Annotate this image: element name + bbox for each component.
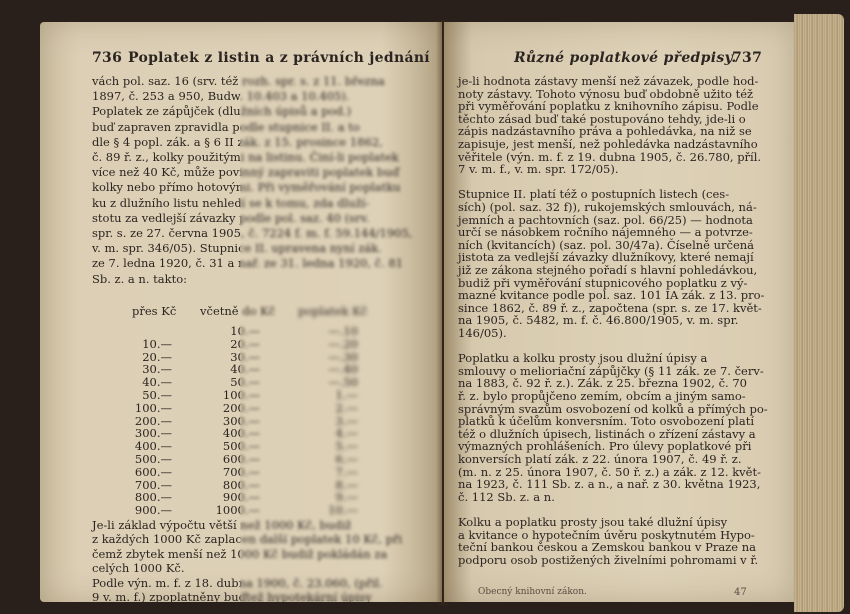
- text-line: platků k účelům konversním. Toto osvobození platí: [458, 414, 755, 429]
- text-line: Je-li základ výpočtu větší než 1000 Kč, budiž: [92, 518, 352, 532]
- table-cell: 10.—: [142, 336, 172, 351]
- table-cell: 200.—: [134, 413, 172, 428]
- page-edges: [794, 14, 844, 612]
- text-line: 146/05).: [458, 326, 507, 340]
- left-running-head: Poplatek z listin a z právních jednání: [128, 50, 430, 66]
- table-cell: 50.—: [142, 388, 172, 402]
- table-cell: 200.—: [222, 400, 260, 415]
- table-cell: —.40: [328, 362, 358, 377]
- table-cell: 500.—: [134, 452, 172, 466]
- text-line: při vyměřování poplatku z knihovního zápisu. Podle: [458, 99, 759, 114]
- text-line: č. 89 ř. z., kolky použitými na listinu. Činí-li poplatek: [92, 150, 399, 164]
- table-cell: —.50: [328, 375, 358, 390]
- table-cell: 6.—: [335, 452, 358, 466]
- text-line: teční bankou českou a Zemskou bankou v Praze na: [458, 540, 756, 555]
- text-line: Stupnice II. platí též o postupních listech (ces-: [458, 187, 730, 202]
- table-cell: 30.—: [230, 349, 260, 364]
- footer-signature: Obecný knihovní zákon.: [478, 587, 587, 597]
- text-line: Kolku a poplatku prosty jsou také dlužní úpisy: [458, 515, 728, 529]
- text-line: Sb. z. a n. takto:: [92, 271, 188, 286]
- table-cell: 500.—: [222, 439, 260, 454]
- text-line: spr. s. ze 27. června 1905, č. 7224 f. m. f. 59.144/1905,: [92, 226, 413, 240]
- text-line: výmazných prohlášeních. Pro úlevy poplatkové při: [458, 439, 752, 454]
- text-line: 9 v. m. f.) zpoplatněny buďtež hypotekární úpisy: [92, 590, 372, 602]
- text-line: ř. z. bylo propůjčeno zemím, obcím a jiným samo-: [458, 389, 746, 403]
- table-cell: 100.—: [222, 388, 260, 402]
- table-cell: 300.—: [134, 426, 172, 441]
- text-line: určí se násobkem ročního nájemného — a potvrze-: [458, 225, 753, 240]
- text-line: zapisuje, jest menší, než pohledávka nadzástavního: [458, 137, 758, 151]
- table-cell: 900.—: [134, 503, 172, 518]
- text-line: na 1883, č. 92 ř. z.). Zák. z 25. března 1902, č. 70: [458, 376, 747, 391]
- text-line: buď zapraven zpravidla podle stupnice II. a to: [92, 119, 360, 134]
- table-cell: 400.—: [134, 439, 172, 454]
- text-line: č. 112 Sb. z. a n.: [458, 489, 555, 504]
- text-line: věřitele (výn. m. f. z 19. dubna 1905, č. 26.780, příl.: [458, 149, 762, 164]
- text-line: noty zástavy. Tohoto výnosu buď obdobně užito též: [458, 86, 754, 101]
- table-cell: 8.—: [335, 477, 358, 492]
- table-cell: 600.—: [222, 452, 260, 466]
- table-cell: 700.—: [222, 464, 260, 479]
- text-line: stotu za vedlejší závazky podle pol. saz. 40 (srv.: [92, 210, 370, 225]
- table-cell: 800.—: [134, 490, 172, 505]
- table-cell: 10.—: [230, 324, 260, 338]
- table-cell: 300.—: [222, 413, 260, 428]
- table-cell: 30.—: [142, 362, 172, 377]
- text-line: těchto zásad buď také postupováno tehdy, jde-li o: [458, 111, 746, 126]
- table-cell: 7.—: [335, 464, 358, 479]
- text-line: smlouvy o melioriační zápůjčky (§ 11 zák. ze 7. červ-: [458, 363, 764, 378]
- table-cell: 400.—: [222, 426, 260, 441]
- text-line: podporu osob postižených živelními pohromami v ř.: [458, 552, 759, 567]
- table-cell: —.10: [328, 324, 358, 338]
- text-line: a kvitance o hypotečním úvěru poskytnutém Hypo-: [458, 527, 755, 542]
- text-line: Podle výn. m. f. z 18. dubna 1900, č. 23.060, (přil.: [92, 575, 383, 590]
- text-line: Poplatek ze zápůjček (dlužních úpisů a pod.): [92, 104, 352, 119]
- right-running-head: Různé poplatkové předpisy.: [514, 50, 737, 66]
- text-line: již ze zákona stejného pořadí s hlavní pohledávkou,: [458, 263, 758, 277]
- text-line: ních (kvitancích) (saz. pol. 30/47a). Číselně určená: [458, 237, 755, 252]
- table-cell: 1.—: [335, 388, 358, 402]
- text-line: jistota za vedlejší závazky dlužníkovy, které nemají: [458, 250, 754, 265]
- text-line: budiž při vyměřování stupnicového poplatku z vý-: [458, 275, 748, 290]
- text-line: v. m. spr. 346/05). Stupnice II. upravena nyní zák.: [92, 241, 382, 256]
- table-cell: 50.—: [230, 375, 260, 390]
- table-cell: 2.—: [335, 400, 358, 415]
- text-line: (m. n. z 25. února 1907, č. 50 ř. z.) a zák. z 12. květ-: [458, 464, 761, 479]
- text-line: ku z dlužního listu nehledí se k tomu, zda dluží-: [92, 195, 370, 210]
- text-line: konversích platí zák. z 22. února 1907, č. 49 ř. z.: [458, 452, 742, 466]
- text-line: z každých 1000 Kč zaplacen další poplatek 10 Kč, při: [92, 532, 403, 547]
- text-line: jemních a pachtovních (saz. pol. 66/25) — hodnota: [458, 212, 753, 227]
- text-line: na 1905, č. 5482, m. f. č. 46.800/1905, v. m. spr.: [458, 313, 739, 328]
- text-line: čemž zbytek menší než 1000 Kč budiž pokládán za: [92, 546, 388, 561]
- table-cell: 100.—: [134, 400, 172, 415]
- table-cell: 1000.—: [215, 503, 260, 518]
- text-line: zápis nadzástavního práva a pohledávka, na niž se: [458, 124, 752, 139]
- text-line: též o dlužních úpisech, listinách o zřízení zástavy a: [458, 426, 756, 441]
- footer-sheet-number: 47: [734, 587, 747, 598]
- table-cell: 600.—: [134, 464, 172, 479]
- table-cell: 40.—: [230, 362, 260, 377]
- text-line: více než 40 Kč, může povinný zapraviti poplatek buď: [92, 165, 400, 180]
- text-line: celých 1000 Kč.: [92, 561, 185, 576]
- table-cell: —.20: [328, 336, 358, 351]
- table-header-fee: poplatek Kč: [298, 304, 368, 318]
- text-line: 7 v. m. f., v. m. spr. 172/05).: [458, 162, 619, 177]
- table-cell: 900.—: [222, 490, 260, 505]
- table-header-to: včetně do Kč: [200, 304, 276, 318]
- text-line: kolky nebo přímo hotovými. Při vyměřování poplatku: [92, 180, 401, 195]
- table-cell: 3.—: [335, 413, 358, 428]
- text-line: vách pol. saz. 16 (srv. též rozh. spr. s. z 11. března: [92, 74, 385, 88]
- text-line: Poplatku a kolku prosty jsou dlužní úpisy a: [458, 351, 708, 366]
- table-cell: 20.—: [230, 336, 260, 351]
- table-cell: 9.—: [335, 490, 358, 505]
- right-page-number: 737: [732, 50, 763, 66]
- text-line: 1897, č. 253 a 950, Budw. 10.403 a 10.405).: [92, 89, 350, 104]
- text-line: dle § 4 popl. zák. a § 6 II zák. z 15. prosince 1862,: [92, 134, 383, 149]
- right-page: [444, 22, 794, 602]
- text-line: sích) (pol. saz. 32 f)), rukojemských smlouvách, ná-: [458, 200, 757, 214]
- table-cell: 800.—: [222, 477, 260, 492]
- text-line: ze 7. ledna 1920, č. 31 a nař. ze 31. ledna 1920, č. 81: [92, 256, 404, 271]
- table-cell: 700.—: [134, 477, 172, 492]
- text-line: je-li hodnota zástavy menší než závazek, podle hod-: [458, 74, 759, 88]
- table-cell: 4.—: [335, 426, 358, 441]
- table-cell: 5.—: [335, 439, 358, 454]
- left-page: [40, 22, 442, 602]
- left-page-number: 736: [92, 50, 123, 66]
- text-line: mazné kvitance podle pol. saz. 101 IA zák. z 13. pro-: [458, 288, 765, 303]
- text-line: správným svazům osvobození od kolků a přímých po-: [458, 401, 768, 416]
- table-header-from: přes Kč: [132, 304, 177, 318]
- table-cell: —.30: [328, 349, 358, 364]
- text-line: na 1923, č. 111 Sb. z. a n., a nař. z 30. května 1923,: [458, 477, 761, 492]
- table-cell: 10.—: [328, 503, 358, 518]
- table-cell: 20.—: [142, 349, 172, 364]
- text-line: since 1862, č. 89 ř. z., započtena (spr. s. ze 17. květ-: [458, 300, 762, 315]
- table-cell: 40.—: [142, 375, 172, 390]
